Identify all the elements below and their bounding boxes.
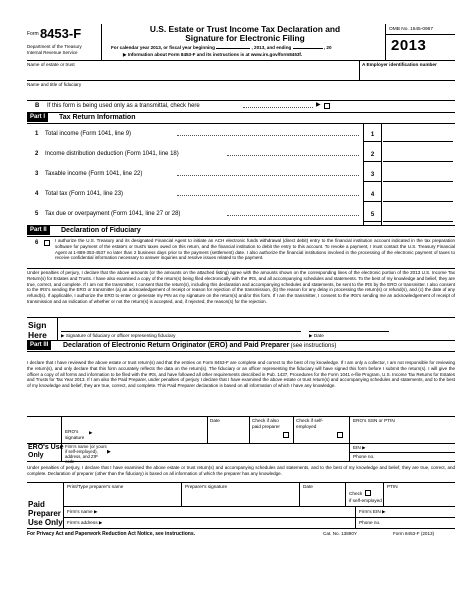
- preparer-signature-field[interactable]: [185, 490, 295, 502]
- ero-ssn-field[interactable]: [353, 424, 453, 441]
- preparer-self-employed-label: if self-employed: [349, 498, 382, 503]
- line6-number: 6: [35, 240, 39, 246]
- firm-name-field[interactable]: [107, 508, 347, 517]
- fiduciary-name-label: Name and title of fiduciary: [27, 82, 82, 87]
- part1-amount-field[interactable]: [383, 188, 453, 202]
- transmittal-checkbox[interactable]: [324, 103, 330, 109]
- estate-name-label: Name of estate or trust: [27, 62, 75, 67]
- also-paid-preparer-checkbox[interactable]: [283, 432, 289, 438]
- firm-address-label: Firm's address ▶: [67, 520, 103, 525]
- firm-address-field[interactable]: [111, 519, 351, 528]
- info-line: ▶ Information about Form 8453-F and its instructions is at www.irs.gov/form8453f.: [123, 52, 303, 57]
- firm-name-label: Firm's name ▶: [67, 509, 98, 514]
- ein-label: A Employer identification number: [362, 62, 437, 67]
- use-only-label: Use Only: [28, 518, 63, 527]
- firm-name-arrow-icon: ▶: [93, 509, 98, 514]
- ero-firm-arrow-icon: ▶: [107, 449, 111, 455]
- part1-line-text: Tax due or overpayment (Form 1041, line 27 or 28): [45, 211, 181, 217]
- preparer-signature-label: Preparer's signature: [185, 484, 228, 489]
- part1-line-box-number: 1: [363, 128, 381, 142]
- part1-line-text: Income distribution deduction (Form 1041, line 18): [45, 151, 179, 157]
- line6-text: I authorize the U.S. Treasury and its designated Financial Agent to initiate an ACH electronic funds withdrawal (direct debit) entry to the financial institution account indicated in the tax preparation software for payment of the estate's or trust's taxes owed on this return, and the financial institution to debit the entry to this account. To revoke a payment, I must contact the U.S. Treasury Financial Agent at 1-888-353-4537 no later than 2 business days prior to the payment (settlement) date. I also authorize the financial institutions involved in the processing of the electronic payment of taxes to receive confidential information necessary to answer inquiries and resolve issues related to the payment.: [55, 238, 455, 261]
- form-number-block: [27, 26, 99, 42]
- form-reference: Form 8453-F (2013): [393, 531, 435, 536]
- part1-line-number: 5: [35, 211, 39, 217]
- ero-date-label: Date: [210, 418, 220, 423]
- ero-only-label: Only: [28, 452, 44, 459]
- preparer-name-label: Print/Type preparer's name: [67, 484, 124, 489]
- part1-line-number: 2: [35, 151, 39, 157]
- part1-line-box-number: 2: [363, 148, 381, 162]
- preparer-date-label: Date: [303, 484, 313, 489]
- part1-line-text: Taxable income (Form 1041, line 22): [45, 171, 143, 177]
- leader-dots: [177, 131, 359, 136]
- leader-dots: [227, 151, 359, 156]
- ero-firm-name-field[interactable]: [115, 444, 345, 460]
- ein-field[interactable]: [362, 68, 454, 78]
- sign-label: Sign: [28, 320, 47, 330]
- preparer-self-employed-checkbox[interactable]: [365, 490, 371, 496]
- ero-firm-name-label: Firm's name (or yours if self-employed), address, and ZIP code: [65, 444, 107, 464]
- part3-title: Declaration of Electronic Return Originator (ERO) and Paid Preparer: [63, 342, 290, 349]
- part1-line-box-number: 3: [363, 168, 381, 182]
- part1-label: Part I: [27, 113, 48, 122]
- fiduciary-name-field[interactable]: [27, 88, 455, 98]
- ero-ein-label: EIN ▶: [353, 445, 366, 450]
- form-word: Form: [27, 30, 39, 37]
- ero-signature-label: ERO's signature: [65, 429, 85, 440]
- leader-dots: [177, 191, 359, 196]
- ptin-field[interactable]: [387, 490, 453, 504]
- fiscal-end-field[interactable]: [293, 48, 323, 49]
- ero-phone-label: Phone no.: [353, 454, 375, 459]
- fiscal-begin-field[interactable]: [216, 48, 250, 49]
- preparer-label: Preparer: [28, 509, 61, 518]
- part3-title-note: (see instructions): [290, 343, 337, 349]
- form-page: [27, 24, 455, 584]
- firm-phone-label: Phone no.: [359, 520, 381, 525]
- preparer-check-label: Check: [349, 491, 363, 496]
- line-b-letter: B: [35, 103, 40, 109]
- fiduciary-signature-field[interactable]: [61, 320, 301, 332]
- leader-dots: [177, 171, 359, 176]
- form-title: [105, 25, 385, 43]
- fiduciary-signature-caption: ▶ Signature of fiduciary or officer representing fiduciary: [61, 333, 176, 338]
- ptin-label: PTIN: [387, 484, 398, 489]
- leader-dots: [227, 211, 359, 216]
- part1-amount-field[interactable]: [383, 148, 453, 162]
- ero-use-label: ERO's Use: [28, 444, 64, 451]
- arrow-icon: ▶: [316, 102, 321, 108]
- part1-amount-field[interactable]: [383, 168, 453, 182]
- title-line2: Signature for Electronic Filing: [185, 33, 305, 43]
- dept-line1: Department of the Treasury: [27, 44, 82, 49]
- part1-line-number: 3: [35, 171, 39, 177]
- title-line1: U.S. Estate or Trust Income Tax Declaration and: [149, 24, 341, 34]
- tax-year: 2013: [391, 37, 427, 54]
- preparer-perjury-text: Under penalties of perjury, I declare that I have examined the above estate or trust return(s) and accompanying schedules and statements, and to the best of my knowledge and belief, they are true, correct, and complete. Declaration of preparer (other than the fiduciary) is based on all information of which the preparer has any knowledge.: [27, 465, 455, 476]
- estate-name-field[interactable]: [27, 68, 357, 78]
- ero-signature-field[interactable]: [95, 420, 205, 442]
- omb-number: OMB No. 1545-0967: [389, 27, 433, 32]
- ero-self-employed-checkbox[interactable]: [337, 432, 343, 438]
- ero-signature-arrow: ▶: [89, 430, 93, 435]
- dept-line2: Internal Revenue Service: [27, 50, 78, 55]
- part1-title: Tax Return Information: [59, 114, 136, 121]
- line6-checkbox[interactable]: [44, 240, 50, 246]
- fiduciary-date-caption: ▶ Date: [309, 333, 324, 338]
- part3-label: Part III: [27, 341, 51, 350]
- part3-title-wrap: [63, 341, 336, 351]
- part2-title: Declaration of Fiduciary: [61, 227, 141, 234]
- part1-line-box-number: 4: [363, 188, 381, 202]
- fiduciary-perjury-text: Under penalties of perjury, I declare that the above amounts (or the amounts on the attached listing) agree with the amounts shown on the corresponding lines of the electronic portion of the 2013 U.S. Income Tax Return(s) for Estates and Trusts. I have also examined a copy of the return(s) being filed electronically with the IRS, and all accompanying schedules and statements. To the best of my knowledge and belief, they are true, correct, and complete. If I am not the transmitter, I consent that the return(s), including this declaration and accompanying schedules and statements, be sent to the IRS by the ERO or transmitter. I also consent to the IRS's sending the ERO or transmitter (a) an acknowledgement of receipt or reason for rejection of the transmission, (b) the reason for any delay in processing the return(s) or refund(s), and (c) the date of any refund(s). If applicable, I authorize the ERO to enter or generate my PIN as my signature on the return(s) and/or this form. If I am the transmitter, I consent to the IRS's sending me an acknowledgement of receipt of transmission and an indication of whether or not the return(s) is accepted, and, if rejected, the reason(s) for the rejection.: [27, 270, 455, 304]
- firm-address-arrow-icon: ▶: [98, 520, 103, 525]
- calendar-year-line: For calendar year 2013, or fiscal year beginning , 2013, and ending , 20: [111, 45, 332, 50]
- part1-line-text: Total income (Form 1041, line 9): [45, 131, 132, 137]
- also-paid-preparer-label: Check if also paid preparer: [252, 418, 280, 429]
- part1-line-text: Total tax (Form 1041, line 23): [45, 191, 124, 197]
- part1-line-number: 4: [35, 191, 39, 197]
- self-employed-label: Check if self-employed: [296, 418, 324, 429]
- part1-line-number: 1: [35, 131, 39, 137]
- part1-amount-field[interactable]: [383, 208, 453, 222]
- privacy-notice: For Privacy Act and Paperwork Reduction Act Notice, see instructions.: [27, 531, 196, 537]
- form-number: 8453-F: [39, 26, 82, 41]
- part2-label: Part II: [27, 226, 50, 235]
- preparer-name-field[interactable]: [67, 490, 179, 502]
- firm-ein-label: Firm's EIN ▶: [359, 509, 386, 514]
- paid-label: Paid: [28, 500, 45, 509]
- ero-ein-arrow-icon: ▶: [362, 445, 366, 450]
- catalog-number: Cat. No. 13890Y: [323, 531, 357, 536]
- here-label: Here: [28, 330, 47, 340]
- ero-declaration-text: I declare that I have reviewed the above estate or trust return(s) and that the entries on Form 8453-F are complete and correct to the best of my knowledge. If I am only a collector, I am not responsible for reviewing the return(s), and only declare that this form accurately reflects the data on the return(s). The fiduciary or an officer representing the fiduciary will have signed this form before I submit the return(s). I will give the officer a copy of all forms and information to be filed with the IRS, and have followed all other requirements described in Pub. 1437, Procedures for the Form 1041 e-file Program, U.S. Income Tax Returns for Estates and Trusts for Tax Year 2013. If I am also the Paid Preparer, under penalties of perjury I declare that I have examined the above estate or trust return(s) and accompanying schedules and statements, and to the best of my knowledge and belief, they are true, correct, and complete. This Paid Preparer declaration is based on all information of which I have any knowledge.: [27, 360, 455, 389]
- ero-ssn-label: ERO's SSN or PTIN: [353, 418, 395, 423]
- fiduciary-date-field[interactable]: [309, 320, 389, 332]
- part1-line-box-number: 5: [363, 208, 381, 222]
- part1-amount-field[interactable]: [383, 128, 453, 142]
- line-b-text: If this form is being used only as a transmittal, check here: [47, 103, 200, 109]
- firm-ein-arrow-icon: ▶: [382, 509, 386, 514]
